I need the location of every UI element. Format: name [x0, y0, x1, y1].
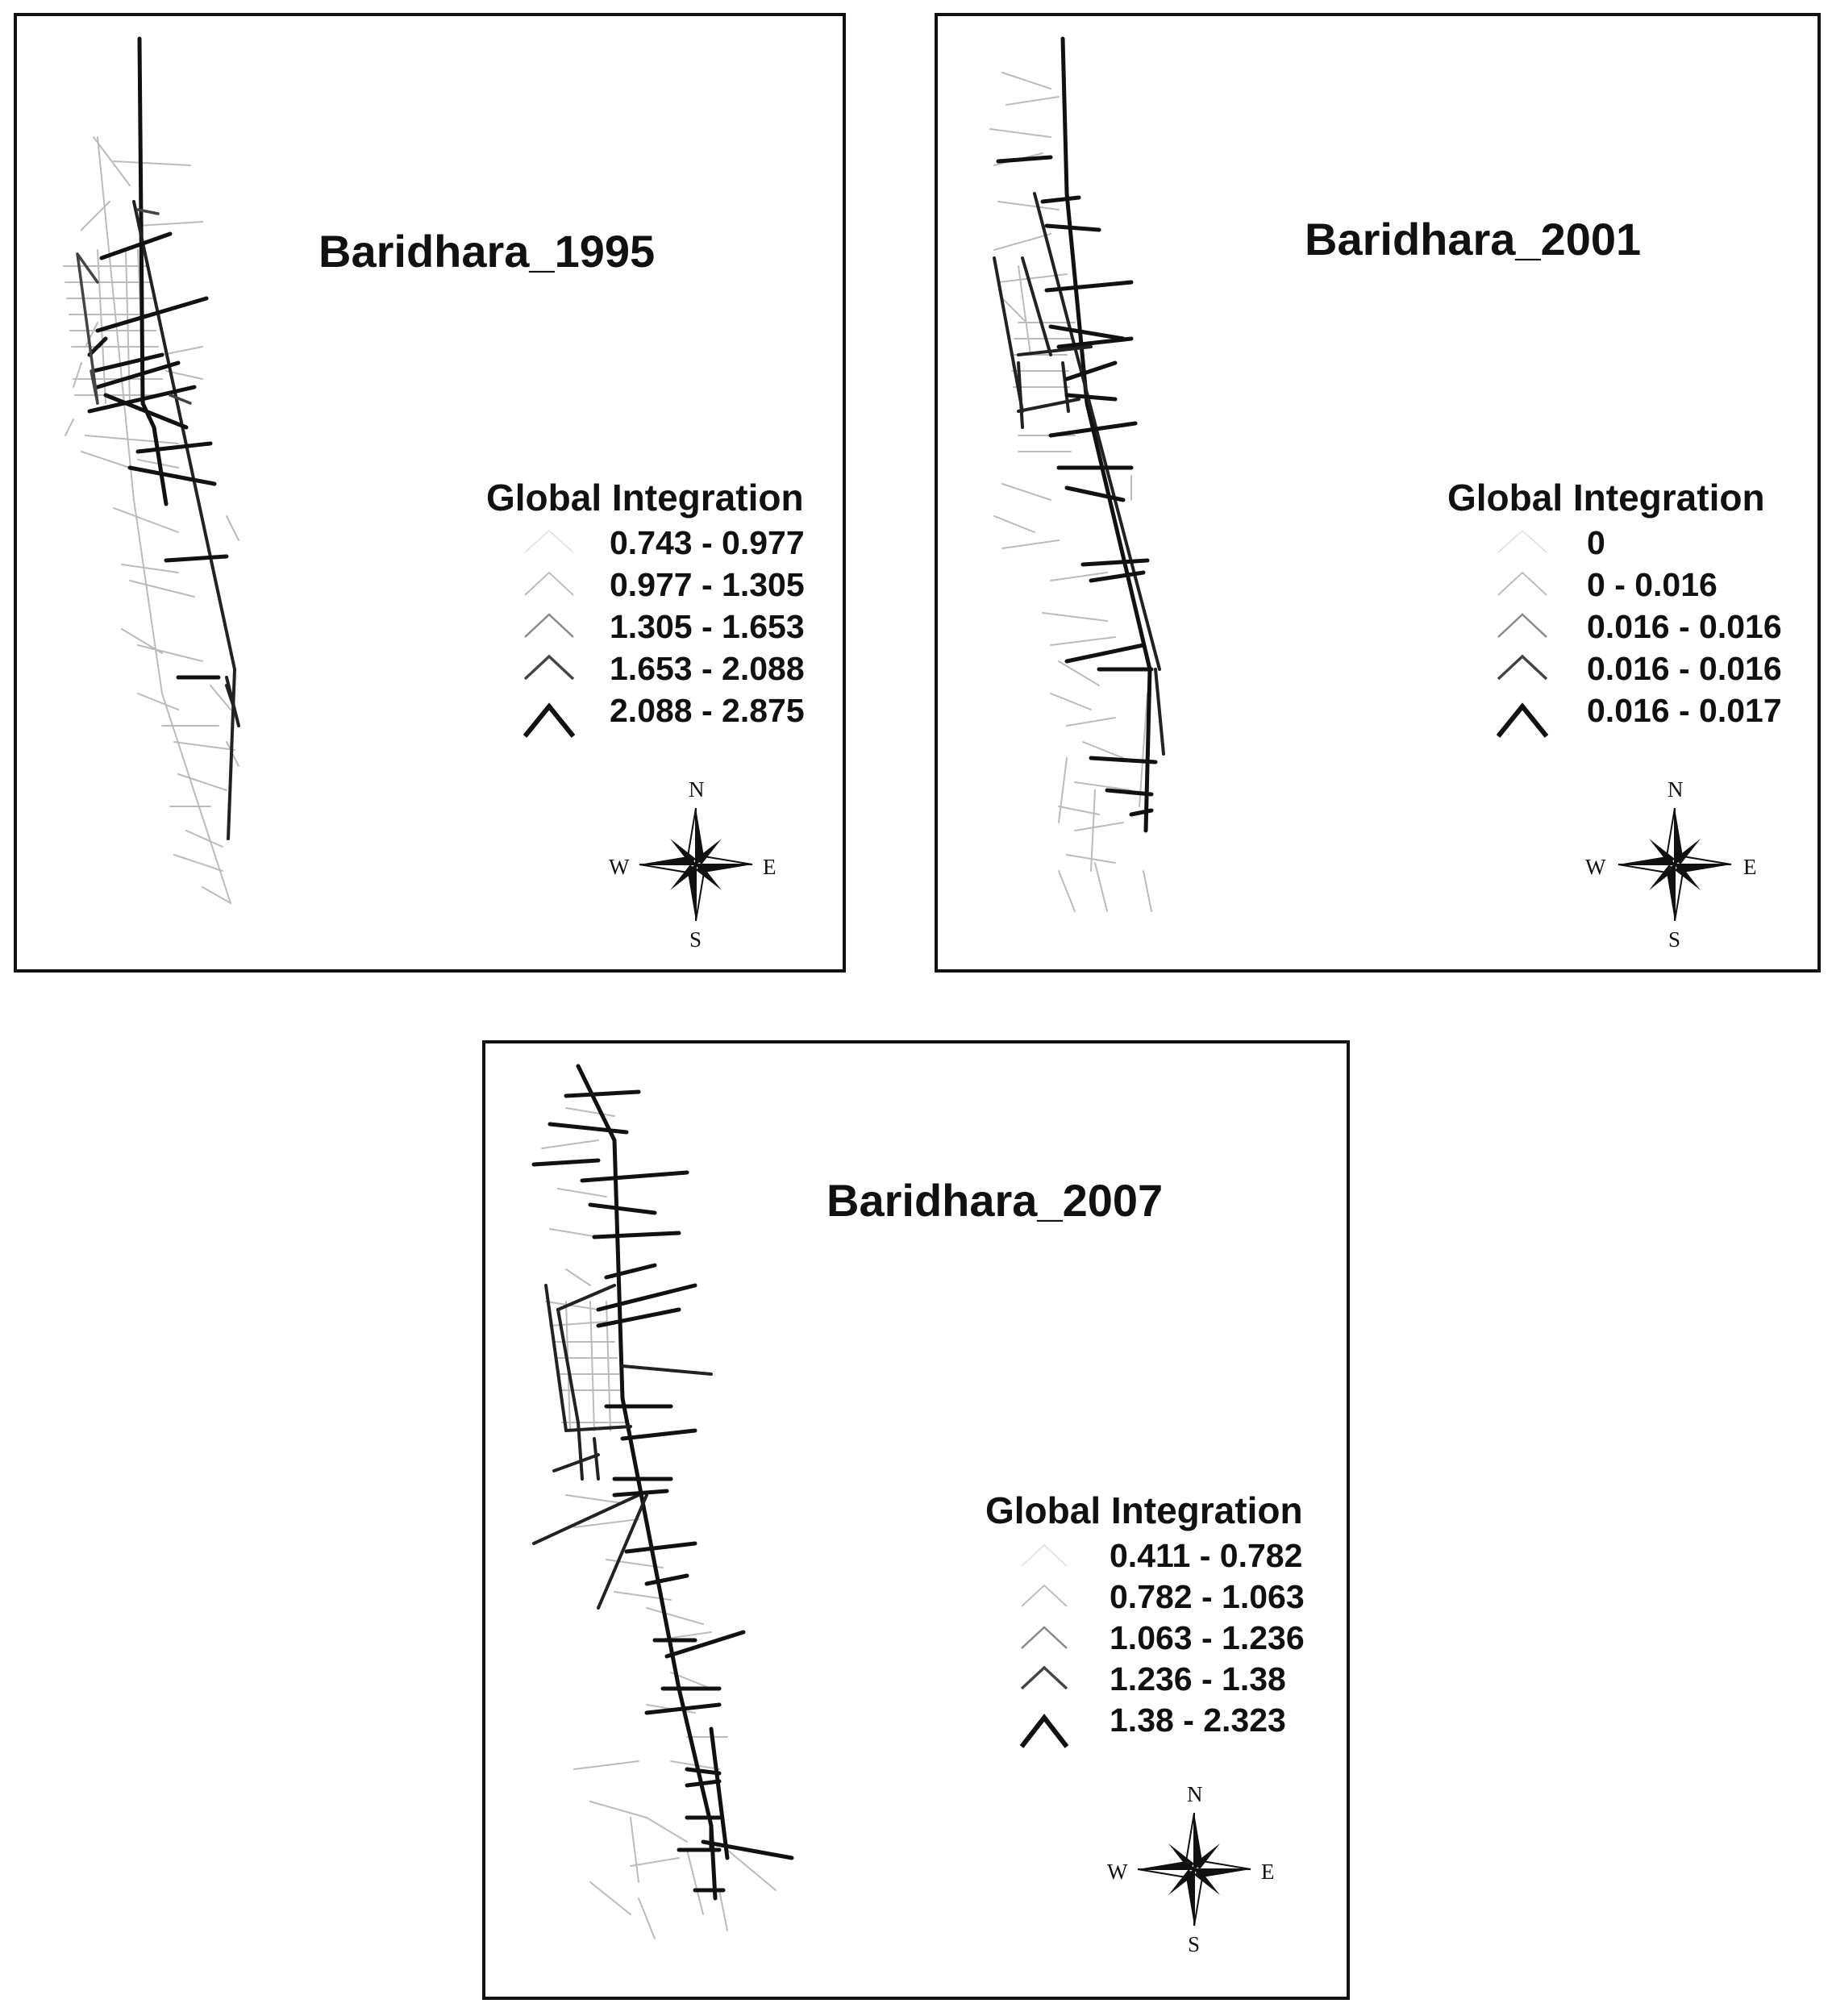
legend-title: Global Integration: [985, 1489, 1303, 1531]
legend-class-label: 0.016 - 0.016: [1587, 650, 1782, 687]
compass-south-label: S: [689, 927, 702, 952]
legend-class-label: 0.016 - 0.016: [1587, 608, 1782, 645]
compass-rose-icon: [938, 16, 1824, 976]
compass-west-label: W: [1585, 855, 1606, 879]
legend-class-label: 0.411 - 0.782: [1110, 1537, 1303, 1574]
compass-rose-icon: [485, 1043, 1353, 2003]
compass-east-label: E: [1743, 855, 1757, 879]
compass-north-label: N: [689, 777, 705, 802]
map-title: Baridhara_2001: [1305, 214, 1642, 264]
compass-north-label: N: [1187, 1782, 1203, 1806]
legend-class-label: 0 - 0.016: [1587, 566, 1718, 603]
legend-title: Global Integration: [486, 477, 804, 519]
legend-class-label: 1.063 - 1.236: [1110, 1619, 1305, 1656]
compass-rose-icon: [17, 16, 849, 976]
compass-west-label: W: [1107, 1860, 1128, 1884]
compass-north-label: N: [1668, 777, 1684, 802]
legend-class-label: 0.782 - 1.063: [1110, 1578, 1305, 1615]
compass-east-label: E: [763, 855, 777, 879]
legend-class-label: 0.977 - 1.305: [610, 566, 805, 603]
legend-class-label: 0: [1587, 524, 1605, 561]
compass-east-label: E: [1261, 1860, 1275, 1884]
map-title: Baridhara_2007: [826, 1175, 1164, 1226]
legend-class-label: 2.088 - 2.875: [610, 692, 805, 729]
legend-class-label: 0.743 - 0.977: [610, 524, 805, 561]
map-panel-2007: [482, 1040, 1350, 2000]
compass-west-label: W: [609, 855, 630, 879]
legend-class-label: 1.38 - 2.323: [1110, 1702, 1286, 1739]
legend-class-label: 1.236 - 1.38: [1110, 1660, 1286, 1697]
legend-class-label: 1.305 - 1.653: [610, 608, 805, 645]
map-title: Baridhara_1995: [319, 226, 656, 277]
legend-class-label: 0.016 - 0.017: [1587, 692, 1782, 729]
compass-south-label: S: [1188, 1932, 1201, 1956]
compass-south-label: S: [1668, 927, 1681, 952]
legend-title: Global Integration: [1447, 477, 1765, 519]
legend-class-label: 1.653 - 2.088: [610, 650, 805, 687]
map-panel-1995: [14, 13, 846, 973]
map-panel-2001: [935, 13, 1821, 973]
